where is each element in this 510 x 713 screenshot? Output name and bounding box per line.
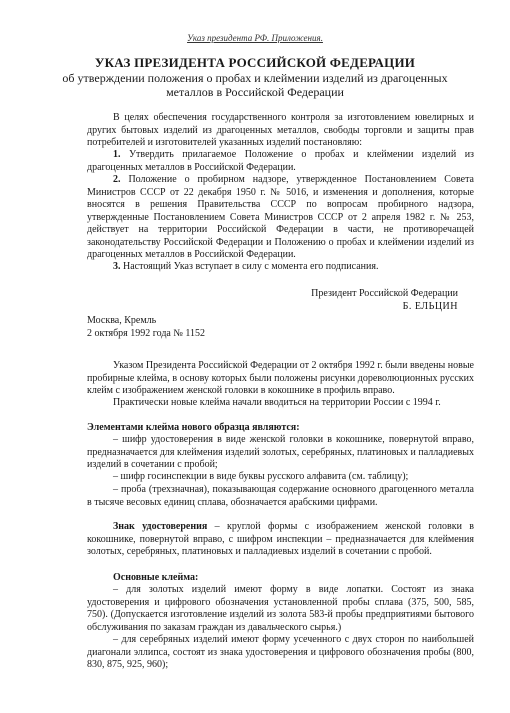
elements-heading: Элементами клейма нового образца являются:	[87, 422, 300, 433]
document-title: УКАЗ ПРЕЗИДЕНТА РОССИЙСКОЙ ФЕДЕРАЦИИ	[94, 55, 416, 70]
signature-title: Президент Российской Федерации	[311, 288, 458, 299]
main-mark-silver: – для серебряных изделий имеют форму усеченного с двух сторон по наибольшей диагонали эллипса, состоят из знака удостоверения и цифрового обозначения пробы (800, 830, 875, 925, 960);	[87, 634, 474, 670]
item-3-number: 3.	[113, 261, 121, 272]
signing-date: 2 октября 1992 года № 1152	[87, 328, 206, 339]
item-3	[87, 261, 474, 274]
main-mark-gold: – для золотых изделий имеют форму в виде лопатки. Состоят из знака удостоверения и цифрового обозначения установленной пробы сплава (375, 500, 585, 750). (Допускается изготовление изделий из золота 583-й пробы предприятиями бытового обслуживания по заказам граждан из давальческого сырья.)	[87, 584, 474, 633]
intro-paragraph: В целях обеспечения государственного контроля за изготовлением ювелирных и других бытовых изделий из драгоценных металлов, свободы торговли и защиты прав потребителей и изготовителей указанных изделий постановляю:	[87, 112, 474, 148]
item-1-number: 1.	[113, 149, 121, 160]
element-3: – проба (трехзначная), показывающая содержание основного драгоценного металла в тысяче весовых единиц сплава, обозначается арабскими цифрами.	[87, 484, 474, 508]
signature-name: Б. ЕЛЬЦИН	[402, 301, 458, 312]
item-1	[87, 149, 474, 174]
item-2-text: Положение о пробирном надзоре, утвержденное Постановлением Совета Министров СССР от 22 декабря 1950 г. № 5016, и изменения и дополнения, которые вносятся в решения Правительства СССР по вопросам пробирного надзора, утвержденные Постановлением Совета Министров СССР от 2 апреля 1982 г. № 253, действует на территории Российской Федерации в части, не противоречащей законодательству Российской Федерации и Положению о пробах и клеймении изделий из драгоценных металлов в Российской Федерации.	[87, 174, 474, 260]
since-paragraph: Практически новые клейма начали вводиться на территории России с 1994 г.	[113, 397, 441, 408]
element-1: – шифр удостоверения в виде женской головки в кокошнике, повернутой вправо, предназначается для клеймения изделий золотых, серебряных, платиновых и палладиевых изделий в сочетании с пробой;	[87, 434, 474, 470]
main-marks-heading: Основные клейма:	[113, 572, 199, 583]
item-2	[87, 174, 474, 262]
sign-text: – круглой формы с изображением женской головки в кокошнике, повернутой вправо, с шифром инспекции – предназначается для клеймения золотых, серебряных, платиновых и палладиевых изделий в сочетании с пробой.	[87, 521, 474, 557]
signing-place: Москва, Кремль	[87, 315, 157, 326]
header-note: Указ президента РФ. Приложения.	[187, 33, 323, 43]
document-subtitle: об утверждении положения о пробах и клеймении изделий из драгоценных металлов в Российской Федерации	[62, 71, 448, 99]
item-1-text: Утвердить прилагаемое Положение о пробах и клеймении изделий из драгоценных металлов в Российской Федерации.	[87, 149, 475, 173]
item-3-text: Настоящий Указ вступает в силу с момента его подписания.	[123, 261, 379, 272]
item-2-number: 2.	[113, 174, 121, 185]
sign-term: Знак удостоверения	[113, 521, 208, 532]
new-marks-paragraph: Указом Президента Российской Федерации от 2 октября 1992 г. были введены новые пробирные клейма, в основу которых были положены рисунки дореволюционных русских клейм с изображением женской головки в кокошнике в профиль вправо.	[87, 360, 474, 396]
sign-paragraph	[87, 521, 474, 559]
element-2: – шифр госинспекции в виде буквы русского алфавита (см. таблицу);	[113, 471, 409, 482]
